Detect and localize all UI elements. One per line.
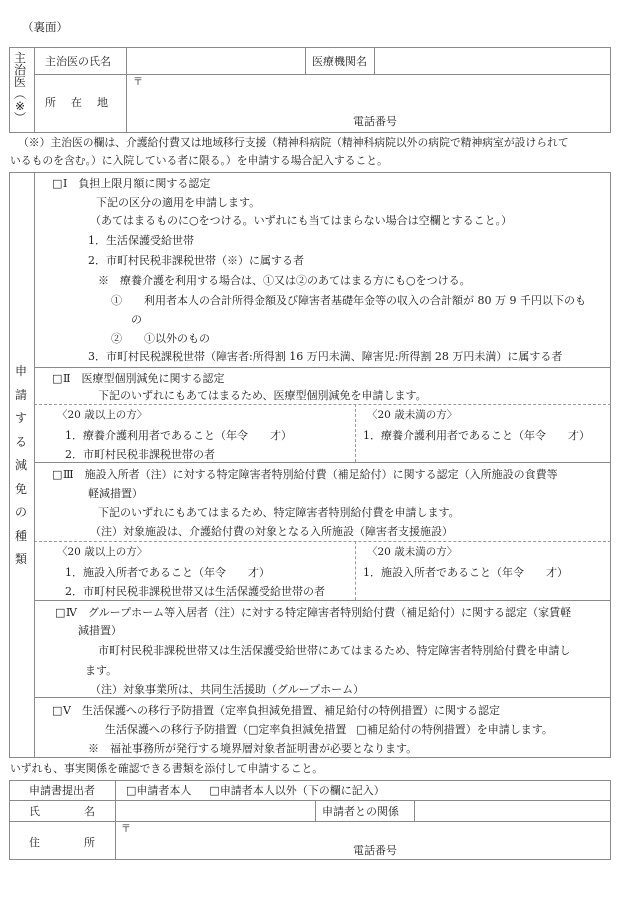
- submitter-address-field[interactable]: [133, 824, 603, 842]
- section-3-minor-heading: 〈20 歳未満の方〉: [367, 546, 458, 558]
- section-2-adult-item: 1．療養介護利用者であること（年令 才）: [65, 429, 292, 442]
- physician-phone-field[interactable]: [405, 113, 605, 129]
- physician-phone-label: 電話番号: [353, 115, 397, 128]
- section-3-title: Ⅲ 施設入所者（注）に対する特定障害者特別給付費（補足給付）に関する認定（入所施設の食費等: [63, 468, 558, 481]
- dashed-divider: [355, 541, 356, 600]
- divider: [34, 172, 35, 758]
- section-4-title: Ⅳ グループホーム等入居者（注）に対する特定障害者特別給付費（補足給付）に関する認定（家賃軽: [66, 606, 572, 619]
- relation-label: 申請者との関係: [322, 805, 399, 818]
- reduction-side-label: [14, 365, 28, 577]
- section-2-adult-heading: 〈20 歳以上の方〉: [57, 409, 148, 421]
- side-char: の: [14, 505, 27, 519]
- attach-note: いずれも、事実関係を確認できる書類を添付して申請すること。: [10, 762, 324, 775]
- section-3-intro: 下記のいずれにもあてはまるため、特定障害者特別給付費を申請します。: [98, 506, 460, 519]
- side-char: ︵: [13, 87, 26, 101]
- section-1-line: 3．市町村民税課税世帯（障害者:所得割 16 万円未満、障害児:所得割 28 万円未満）に属する者: [88, 350, 563, 363]
- section-3-adult-heading: 〈20 歳以上の方〉: [57, 546, 148, 558]
- section-4-body: 市町村民税非課税世帯又は生活保護受給世帯にあてはまるため、特定障害者特別給付費を申請し: [98, 644, 571, 657]
- section-3-note: （注）対象施設は、介護給付費の対象となる入所施設（障害者支援施設）: [90, 525, 453, 538]
- physician-name-label: 主治医の氏名: [45, 55, 111, 68]
- physician-address-label: 所 在 地: [45, 96, 110, 109]
- section-2-adult-item: 2．市町村民税非課税世帯の者: [65, 448, 215, 461]
- section-3-adult-item: 1．施設入所者であること（年令 才）: [65, 566, 270, 579]
- submitter-name-label-b: 名: [84, 805, 95, 818]
- page-side-label: （裏面）: [22, 20, 68, 34]
- section-2-intro: 下記のいずれにもあてはまるため、医療型個別減免を申請します。: [98, 389, 427, 402]
- divider: [34, 74, 611, 75]
- relation-field[interactable]: [418, 802, 606, 819]
- section-5-body-suffix: ）を申請します。: [465, 723, 553, 736]
- side-char: 種: [14, 528, 27, 543]
- submitter-options: [126, 785, 385, 796]
- submitter-address-label-a: 住: [29, 836, 40, 849]
- side-char: 医: [13, 75, 26, 89]
- section-3-title-cont: 軽減措置）: [88, 487, 143, 500]
- section-2-minor-heading: 〈20 歳未満の方〉: [367, 409, 458, 421]
- physician-side-label: [13, 52, 27, 124]
- section-3-minor-item: 1．施設入所者であること（年令 才）: [363, 566, 568, 579]
- section-4-note: （注）対象事業所は、共同生活援助（グループホーム）: [90, 683, 365, 696]
- side-char: 類: [14, 552, 27, 566]
- section-4-checkbox[interactable]: □: [55, 606, 66, 619]
- section-divider: [34, 697, 611, 698]
- submitter-name-field[interactable]: [119, 802, 311, 819]
- section-1-line: 2．市町村民税非課税世帯（※）に属する者: [88, 254, 304, 267]
- physician-note-line1: （※）主治医の欄は、介護給付費又は地域移行支援（精神科病院（精神科病院以外の病院で精神病室が設けられて: [18, 136, 569, 149]
- section-5-checkbox[interactable]: □: [52, 704, 63, 717]
- option-fixed-rate-label: 定率負担減免措置: [258, 723, 347, 736]
- section-5-note: ※ 福祉事務所が発行する境界層対象者証明書が必要となります。: [88, 742, 418, 755]
- section-divider: [34, 600, 611, 601]
- option-other-label: 申請者本人以外（下の欄に記入）: [219, 784, 385, 797]
- side-char: 申: [14, 364, 27, 378]
- section-3-checkbox[interactable]: □: [52, 468, 63, 481]
- dashed-divider: [34, 541, 611, 542]
- side-char: ︶: [13, 111, 26, 125]
- side-char: 主: [13, 51, 26, 65]
- divider: [315, 800, 316, 821]
- institution-field[interactable]: [378, 50, 606, 70]
- side-char: 治: [13, 63, 26, 77]
- option-self-checkbox[interactable]: □: [126, 784, 137, 797]
- section-1-line: の: [131, 313, 142, 326]
- section-divider: [34, 462, 611, 463]
- section-1-line: ② ①以外のもの: [111, 332, 210, 345]
- option-supplement-checkbox[interactable]: □: [356, 723, 367, 736]
- option-other-checkbox[interactable]: □: [209, 784, 220, 797]
- side-char: 減: [14, 458, 27, 472]
- side-char: 免: [14, 481, 27, 496]
- section-5-title: Ⅴ 生活保護への移行予防措置（定率負担減免措置、補足給付の特例措置）に関する認定: [63, 704, 500, 717]
- option-supplement-label: 補足給付の特例措置: [366, 723, 466, 736]
- section-5-body: [105, 724, 553, 735]
- submitter-phone-label: 電話番号: [353, 844, 397, 857]
- divider: [9, 800, 611, 801]
- physician-name-field[interactable]: [130, 50, 300, 70]
- section-4-title-cont: 減措置）: [78, 624, 122, 637]
- section-1-line: 1．生活保護受給世帯: [88, 234, 194, 247]
- submitter-label: 申請書提出者: [29, 784, 95, 797]
- divider: [115, 780, 116, 860]
- postal-mark: 〒: [121, 824, 131, 835]
- section-4-body: ます。: [85, 664, 118, 677]
- side-char: す: [14, 411, 27, 425]
- divider: [34, 47, 35, 133]
- option-self-label: 申請者本人: [136, 784, 192, 797]
- section-3-adult-item: 2．市町村民税非課税世帯又は生活保護受給世帯の者: [65, 585, 325, 598]
- postal-mark: 〒: [133, 77, 143, 88]
- section-1-line: 下記の区分の適用を申請します。: [96, 196, 261, 209]
- institution-label: 医療機関名: [312, 55, 367, 68]
- side-char: ※: [14, 99, 26, 113]
- submitter-name-label-a: 氏: [29, 805, 40, 818]
- dashed-divider: [34, 404, 611, 405]
- side-char: る: [14, 434, 27, 449]
- section-2-title: Ⅱ 医療型個別減免に関する認定: [63, 372, 225, 385]
- section-2-minor-item: 1．療養介護利用者であること（年令 才）: [363, 429, 590, 442]
- submitter-phone-field[interactable]: [405, 843, 605, 858]
- section-1-line: （あてはまるものに○をつける。いずれにも当てはまらない場合は空欄とすること。）: [90, 214, 513, 227]
- section-1-line: ※ 療養介護を利用する場合は、①又は②のあてはまる方にも○をつける。: [98, 274, 471, 287]
- divider: [305, 47, 306, 74]
- section-1-line: ① 利用者本人の合計所得金額及び障害者基礎年金等の収入の合計額が 80 万 9 千円以下のも: [111, 294, 586, 307]
- section-divider: [34, 367, 611, 368]
- section-1-title: Ⅰ 負担上限月額に関する認定: [63, 177, 211, 190]
- submitter-address-label-b: 所: [84, 836, 95, 849]
- section-5-body-prefix: 生活保護への移行予防措置（: [105, 723, 248, 736]
- side-char: 請: [14, 387, 27, 402]
- section-1-checkbox[interactable]: □: [52, 177, 63, 190]
- divider: [414, 800, 415, 821]
- dashed-divider: [355, 404, 356, 462]
- divider: [374, 47, 375, 74]
- physician-address-field[interactable]: [145, 78, 605, 108]
- physician-note-line2: いるものを含む。）に入院している者に限る。）を申請する場合記入すること。: [10, 154, 388, 167]
- section-2-checkbox[interactable]: □: [52, 372, 63, 385]
- divider: [9, 821, 611, 822]
- divider: [126, 47, 127, 133]
- option-fixed-rate-checkbox[interactable]: □: [248, 723, 259, 736]
